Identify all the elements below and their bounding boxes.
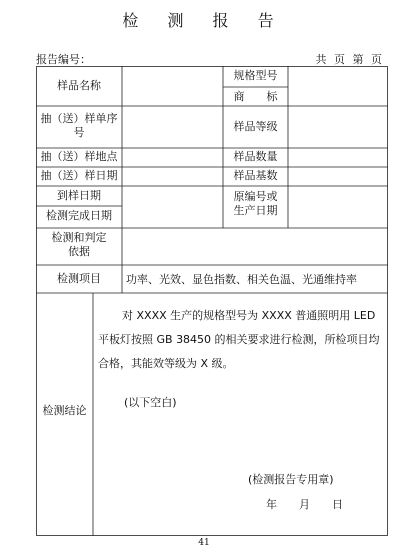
signature-date: 年 月 日 [266, 498, 343, 511]
sample-order-number-label: 抽（送）样单序号 [40, 112, 118, 139]
sample-date-label: 抽（送）样日期 [40, 169, 118, 182]
original-number-label: 原编号或 生产日期 [233, 190, 278, 217]
conclusion-label: 检测结论 [42, 404, 87, 417]
model-label: 规格型号 [233, 69, 278, 82]
sample-grade-label: 样品等级 [233, 120, 278, 133]
sample-site-label: 抽（送）样地点 [40, 150, 118, 163]
test-basis-label: 检测和判定 依据 [51, 231, 107, 258]
page-title: 检 测 报 告 [122, 11, 286, 30]
report-number-label: 报告编号： [36, 53, 91, 66]
test-completion-date-label: 检测完成日期 [46, 209, 112, 222]
sample-quantity-label: 样品数量 [233, 150, 278, 163]
seal-note: (检测报告专用章) [248, 473, 334, 486]
conclusion-paragraph: 对 XXXX 生产的规格型号为 XXXX 普通照明用 LED 平板灯按照 GB 38450 的相关要求进行检测，所检项目均合格，其能效等级为 X 级。 [98, 309, 380, 370]
sample-base-label: 样品基数 [233, 169, 278, 182]
page-info: 共 页 第 页 [315, 53, 384, 66]
report-form [36, 66, 388, 536]
brand-label: 商 标 [233, 90, 278, 103]
arrival-date-label: 到样日期 [57, 189, 101, 202]
blank-note: (以下空白) [124, 396, 177, 409]
sample-name-label: 样品名称 [57, 79, 101, 92]
test-items-label: 检测项目 [57, 272, 101, 285]
test-items-value: 功率、光效、显色指数、相关色温、光通维持率 [126, 273, 357, 286]
page-number: 41 [198, 538, 210, 548]
